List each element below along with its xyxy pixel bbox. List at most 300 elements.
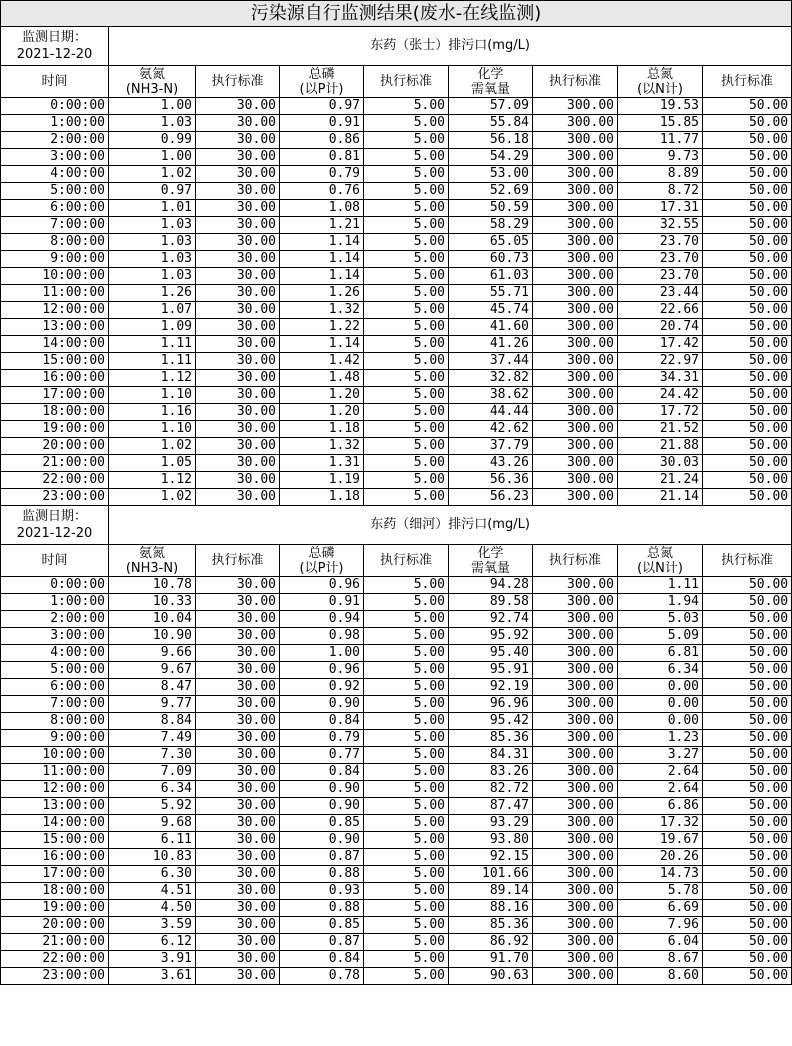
value-cell: 50.00 bbox=[703, 611, 792, 628]
value-cell: 1.02 bbox=[109, 438, 196, 455]
value-cell: 92.19 bbox=[449, 679, 533, 696]
column-header-line: 执行标准 bbox=[379, 74, 432, 89]
value-cell: 300.00 bbox=[533, 934, 618, 951]
value-cell: 5.00 bbox=[364, 319, 449, 336]
value-cell: 1.02 bbox=[109, 166, 196, 183]
value-cell: 89.14 bbox=[449, 883, 533, 900]
value-cell: 0.81 bbox=[280, 149, 364, 166]
value-cell: 50.00 bbox=[703, 696, 792, 713]
table-row bbox=[1, 934, 792, 951]
value-cell: 50.00 bbox=[703, 883, 792, 900]
table-row bbox=[1, 132, 792, 149]
value-cell: 300.00 bbox=[533, 98, 618, 115]
time-cell: 10:00:00 bbox=[1, 268, 109, 285]
value-cell: 50.00 bbox=[703, 438, 792, 455]
column-header bbox=[449, 66, 533, 98]
value-cell: 5.00 bbox=[364, 951, 449, 968]
value-cell: 300.00 bbox=[533, 951, 618, 968]
value-cell: 50.00 bbox=[703, 370, 792, 387]
value-cell: 1.18 bbox=[280, 421, 364, 438]
table-row bbox=[1, 951, 792, 968]
value-cell: 1.00 bbox=[109, 98, 196, 115]
value-cell: 300.00 bbox=[533, 968, 618, 985]
column-header-row bbox=[1, 66, 792, 98]
outlet-name: 东药（细河）排污口(mg/L) bbox=[109, 506, 792, 545]
value-cell: 50.00 bbox=[703, 798, 792, 815]
section-header-row bbox=[1, 27, 792, 66]
value-cell: 23.70 bbox=[618, 268, 703, 285]
table-row bbox=[1, 832, 792, 849]
time-cell: 12:00:00 bbox=[1, 781, 109, 798]
time-cell: 9:00:00 bbox=[1, 251, 109, 268]
value-cell: 1.03 bbox=[109, 217, 196, 234]
time-cell: 0:00:00 bbox=[1, 577, 109, 594]
table-row bbox=[1, 234, 792, 251]
value-cell: 50.00 bbox=[703, 149, 792, 166]
value-cell: 30.00 bbox=[196, 302, 280, 319]
value-cell: 50.59 bbox=[449, 200, 533, 217]
value-cell: 5.00 bbox=[364, 611, 449, 628]
value-cell: 21.88 bbox=[618, 438, 703, 455]
value-cell: 50.00 bbox=[703, 934, 792, 951]
time-cell: 11:00:00 bbox=[1, 764, 109, 781]
value-cell: 0.79 bbox=[280, 166, 364, 183]
value-cell: 30.00 bbox=[196, 455, 280, 472]
value-cell: 0.96 bbox=[280, 662, 364, 679]
value-cell: 1.11 bbox=[109, 353, 196, 370]
table-row bbox=[1, 472, 792, 489]
value-cell: 88.16 bbox=[449, 900, 533, 917]
value-cell: 0.93 bbox=[280, 883, 364, 900]
value-cell: 5.00 bbox=[364, 679, 449, 696]
value-cell: 5.00 bbox=[364, 251, 449, 268]
value-cell: 300.00 bbox=[533, 217, 618, 234]
value-cell: 5.00 bbox=[364, 438, 449, 455]
value-cell: 56.36 bbox=[449, 472, 533, 489]
value-cell: 30.00 bbox=[196, 900, 280, 917]
value-cell: 30.00 bbox=[196, 628, 280, 645]
column-header bbox=[703, 66, 792, 98]
value-cell: 5.00 bbox=[364, 166, 449, 183]
value-cell: 82.72 bbox=[449, 781, 533, 798]
value-cell: 30.00 bbox=[196, 166, 280, 183]
value-cell: 5.00 bbox=[364, 645, 449, 662]
column-header bbox=[1, 545, 109, 577]
value-cell: 4.51 bbox=[109, 883, 196, 900]
value-cell: 6.04 bbox=[618, 934, 703, 951]
time-cell: 8:00:00 bbox=[1, 713, 109, 730]
value-cell: 1.05 bbox=[109, 455, 196, 472]
value-cell: 50.00 bbox=[703, 645, 792, 662]
value-cell: 300.00 bbox=[533, 900, 618, 917]
value-cell: 17.32 bbox=[618, 815, 703, 832]
value-cell: 50.00 bbox=[703, 662, 792, 679]
column-header bbox=[618, 66, 703, 98]
value-cell: 1.11 bbox=[109, 336, 196, 353]
table-row bbox=[1, 645, 792, 662]
column-header-line: 时间 bbox=[41, 74, 68, 89]
value-cell: 85.36 bbox=[449, 730, 533, 747]
value-cell: 2.64 bbox=[618, 764, 703, 781]
time-cell: 7:00:00 bbox=[1, 696, 109, 713]
time-cell: 22:00:00 bbox=[1, 951, 109, 968]
value-cell: 30.00 bbox=[196, 285, 280, 302]
value-cell: 42.62 bbox=[449, 421, 533, 438]
time-cell: 17:00:00 bbox=[1, 866, 109, 883]
value-cell: 50.00 bbox=[703, 387, 792, 404]
value-cell: 50.00 bbox=[703, 577, 792, 594]
time-cell: 4:00:00 bbox=[1, 645, 109, 662]
value-cell: 9.73 bbox=[618, 149, 703, 166]
time-cell: 0:00:00 bbox=[1, 98, 109, 115]
column-header bbox=[618, 545, 703, 577]
value-cell: 0.76 bbox=[280, 183, 364, 200]
value-cell: 58.29 bbox=[449, 217, 533, 234]
column-header-line: 执行标准 bbox=[548, 74, 601, 89]
time-cell: 11:00:00 bbox=[1, 285, 109, 302]
table-row bbox=[1, 285, 792, 302]
value-cell: 0.97 bbox=[109, 183, 196, 200]
value-cell: 50.00 bbox=[703, 132, 792, 149]
table-row bbox=[1, 149, 792, 166]
time-cell: 2:00:00 bbox=[1, 132, 109, 149]
value-cell: 300.00 bbox=[533, 883, 618, 900]
time-cell: 7:00:00 bbox=[1, 217, 109, 234]
value-cell: 300.00 bbox=[533, 764, 618, 781]
table-row bbox=[1, 370, 792, 387]
value-cell: 50.00 bbox=[703, 866, 792, 883]
value-cell: 5.00 bbox=[364, 764, 449, 781]
column-header-line: (NH3-N) bbox=[125, 81, 179, 97]
value-cell: 5.78 bbox=[618, 883, 703, 900]
value-cell: 30.00 bbox=[196, 98, 280, 115]
time-cell: 15:00:00 bbox=[1, 832, 109, 849]
time-cell: 23:00:00 bbox=[1, 489, 109, 506]
value-cell: 50.00 bbox=[703, 628, 792, 645]
value-cell: 0.77 bbox=[280, 747, 364, 764]
value-cell: 0.90 bbox=[280, 832, 364, 849]
value-cell: 50.00 bbox=[703, 234, 792, 251]
column-header-line: 时间 bbox=[41, 553, 68, 568]
value-cell: 0.96 bbox=[280, 577, 364, 594]
value-cell: 300.00 bbox=[533, 132, 618, 149]
value-cell: 300.00 bbox=[533, 115, 618, 132]
table-row bbox=[1, 336, 792, 353]
value-cell: 1.32 bbox=[280, 438, 364, 455]
value-cell: 10.83 bbox=[109, 849, 196, 866]
time-cell: 12:00:00 bbox=[1, 302, 109, 319]
column-header-line: 化学 bbox=[477, 66, 504, 82]
value-cell: 300.00 bbox=[533, 421, 618, 438]
value-cell: 300.00 bbox=[533, 798, 618, 815]
value-cell: 30.00 bbox=[196, 611, 280, 628]
value-cell: 5.00 bbox=[364, 302, 449, 319]
time-cell: 6:00:00 bbox=[1, 679, 109, 696]
value-cell: 6.12 bbox=[109, 934, 196, 951]
value-cell: 0.90 bbox=[280, 798, 364, 815]
table-row bbox=[1, 594, 792, 611]
time-cell: 14:00:00 bbox=[1, 336, 109, 353]
value-cell: 1.11 bbox=[618, 577, 703, 594]
value-cell: 1.23 bbox=[618, 730, 703, 747]
monitoring-date-value: 2021-12-20 bbox=[16, 47, 93, 62]
value-cell: 44.44 bbox=[449, 404, 533, 421]
value-cell: 53.00 bbox=[449, 166, 533, 183]
time-cell: 19:00:00 bbox=[1, 421, 109, 438]
value-cell: 50.00 bbox=[703, 166, 792, 183]
value-cell: 5.00 bbox=[364, 472, 449, 489]
value-cell: 300.00 bbox=[533, 234, 618, 251]
monitoring-date-cell bbox=[1, 506, 109, 545]
value-cell: 0.88 bbox=[280, 866, 364, 883]
value-cell: 5.00 bbox=[364, 662, 449, 679]
time-cell: 3:00:00 bbox=[1, 628, 109, 645]
value-cell: 6.34 bbox=[109, 781, 196, 798]
table-row bbox=[1, 696, 792, 713]
value-cell: 300.00 bbox=[533, 319, 618, 336]
value-cell: 1.94 bbox=[618, 594, 703, 611]
value-cell: 30.00 bbox=[196, 866, 280, 883]
value-cell: 30.00 bbox=[196, 404, 280, 421]
value-cell: 85.36 bbox=[449, 917, 533, 934]
value-cell: 83.26 bbox=[449, 764, 533, 781]
column-header bbox=[196, 66, 280, 98]
value-cell: 30.00 bbox=[196, 832, 280, 849]
value-cell: 300.00 bbox=[533, 353, 618, 370]
value-cell: 300.00 bbox=[533, 594, 618, 611]
value-cell: 1.42 bbox=[280, 353, 364, 370]
value-cell: 9.66 bbox=[109, 645, 196, 662]
value-cell: 30.00 bbox=[196, 149, 280, 166]
time-cell: 20:00:00 bbox=[1, 438, 109, 455]
value-cell: 14.73 bbox=[618, 866, 703, 883]
time-cell: 1:00:00 bbox=[1, 115, 109, 132]
column-header bbox=[280, 545, 364, 577]
value-cell: 8.60 bbox=[618, 968, 703, 985]
value-cell: 50.00 bbox=[703, 815, 792, 832]
value-cell: 0.97 bbox=[280, 98, 364, 115]
value-cell: 30.00 bbox=[196, 798, 280, 815]
table-body bbox=[1, 1, 792, 985]
value-cell: 1.10 bbox=[109, 387, 196, 404]
value-cell: 0.79 bbox=[280, 730, 364, 747]
value-cell: 1.21 bbox=[280, 217, 364, 234]
column-header-line: 执行标准 bbox=[211, 74, 264, 89]
value-cell: 55.84 bbox=[449, 115, 533, 132]
value-cell: 30.00 bbox=[196, 662, 280, 679]
value-cell: 1.14 bbox=[280, 268, 364, 285]
column-header-line: 氨氮 bbox=[138, 66, 165, 82]
value-cell: 50.00 bbox=[703, 917, 792, 934]
column-header-line: 需氧量 bbox=[470, 560, 510, 576]
value-cell: 30.00 bbox=[196, 594, 280, 611]
value-cell: 300.00 bbox=[533, 866, 618, 883]
value-cell: 300.00 bbox=[533, 149, 618, 166]
value-cell: 50.00 bbox=[703, 319, 792, 336]
table-row bbox=[1, 730, 792, 747]
column-header-line: 总氮 bbox=[646, 66, 673, 82]
value-cell: 5.00 bbox=[364, 628, 449, 645]
value-cell: 37.79 bbox=[449, 438, 533, 455]
value-cell: 5.00 bbox=[364, 285, 449, 302]
value-cell: 300.00 bbox=[533, 747, 618, 764]
value-cell: 5.00 bbox=[364, 713, 449, 730]
value-cell: 95.42 bbox=[449, 713, 533, 730]
time-cell: 18:00:00 bbox=[1, 883, 109, 900]
value-cell: 6.34 bbox=[618, 662, 703, 679]
column-header bbox=[109, 545, 196, 577]
value-cell: 300.00 bbox=[533, 489, 618, 506]
column-header bbox=[449, 545, 533, 577]
value-cell: 50.00 bbox=[703, 183, 792, 200]
monitoring-date-value: 2021-12-20 bbox=[16, 526, 93, 541]
value-cell: 95.92 bbox=[449, 628, 533, 645]
value-cell: 10.78 bbox=[109, 577, 196, 594]
value-cell: 6.69 bbox=[618, 900, 703, 917]
value-cell: 0.00 bbox=[618, 679, 703, 696]
value-cell: 5.00 bbox=[364, 421, 449, 438]
value-cell: 10.33 bbox=[109, 594, 196, 611]
table-row bbox=[1, 421, 792, 438]
value-cell: 1.00 bbox=[280, 645, 364, 662]
section-header-row bbox=[1, 506, 792, 545]
table-row bbox=[1, 183, 792, 200]
table-row bbox=[1, 98, 792, 115]
value-cell: 30.00 bbox=[196, 183, 280, 200]
value-cell: 61.03 bbox=[449, 268, 533, 285]
value-cell: 1.08 bbox=[280, 200, 364, 217]
value-cell: 5.00 bbox=[364, 370, 449, 387]
time-cell: 16:00:00 bbox=[1, 370, 109, 387]
column-header bbox=[196, 545, 280, 577]
value-cell: 56.23 bbox=[449, 489, 533, 506]
value-cell: 30.00 bbox=[196, 577, 280, 594]
time-cell: 21:00:00 bbox=[1, 934, 109, 951]
value-cell: 30.00 bbox=[196, 747, 280, 764]
column-header bbox=[280, 66, 364, 98]
value-cell: 300.00 bbox=[533, 628, 618, 645]
table-row bbox=[1, 302, 792, 319]
value-cell: 300.00 bbox=[533, 166, 618, 183]
value-cell: 50.00 bbox=[703, 781, 792, 798]
table-row bbox=[1, 628, 792, 645]
value-cell: 7.30 bbox=[109, 747, 196, 764]
table-row bbox=[1, 849, 792, 866]
value-cell: 8.47 bbox=[109, 679, 196, 696]
table-row bbox=[1, 764, 792, 781]
time-cell: 22:00:00 bbox=[1, 472, 109, 489]
value-cell: 5.00 bbox=[364, 747, 449, 764]
value-cell: 1.16 bbox=[109, 404, 196, 421]
value-cell: 300.00 bbox=[533, 730, 618, 747]
value-cell: 30.00 bbox=[196, 968, 280, 985]
column-header-line: 执行标准 bbox=[721, 74, 774, 89]
value-cell: 91.70 bbox=[449, 951, 533, 968]
value-cell: 34.31 bbox=[618, 370, 703, 387]
column-header bbox=[1, 66, 109, 98]
time-cell: 4:00:00 bbox=[1, 166, 109, 183]
value-cell: 5.00 bbox=[364, 696, 449, 713]
value-cell: 1.20 bbox=[280, 404, 364, 421]
value-cell: 30.00 bbox=[196, 268, 280, 285]
value-cell: 1.48 bbox=[280, 370, 364, 387]
value-cell: 5.00 bbox=[364, 353, 449, 370]
value-cell: 4.50 bbox=[109, 900, 196, 917]
value-cell: 32.82 bbox=[449, 370, 533, 387]
table-row bbox=[1, 883, 792, 900]
value-cell: 32.55 bbox=[618, 217, 703, 234]
value-cell: 1.14 bbox=[280, 336, 364, 353]
table-row bbox=[1, 968, 792, 985]
value-cell: 300.00 bbox=[533, 336, 618, 353]
table-row bbox=[1, 455, 792, 472]
report-title: 污染源自行监测结果(废水-在线监测) bbox=[1, 1, 792, 27]
value-cell: 5.00 bbox=[364, 730, 449, 747]
value-cell: 30.00 bbox=[196, 200, 280, 217]
value-cell: 2.64 bbox=[618, 781, 703, 798]
value-cell: 30.00 bbox=[196, 713, 280, 730]
value-cell: 5.00 bbox=[364, 387, 449, 404]
value-cell: 1.03 bbox=[109, 234, 196, 251]
value-cell: 23.70 bbox=[618, 251, 703, 268]
monitoring-date-label: 监测日期： bbox=[21, 30, 87, 45]
value-cell: 5.00 bbox=[364, 917, 449, 934]
time-cell: 15:00:00 bbox=[1, 353, 109, 370]
table-row bbox=[1, 815, 792, 832]
value-cell: 300.00 bbox=[533, 370, 618, 387]
value-cell: 15.85 bbox=[618, 115, 703, 132]
table-row bbox=[1, 353, 792, 370]
column-header-line: 执行标准 bbox=[721, 553, 774, 568]
value-cell: 10.90 bbox=[109, 628, 196, 645]
value-cell: 30.00 bbox=[196, 815, 280, 832]
time-cell: 10:00:00 bbox=[1, 747, 109, 764]
time-cell: 16:00:00 bbox=[1, 849, 109, 866]
value-cell: 300.00 bbox=[533, 183, 618, 200]
value-cell: 30.00 bbox=[196, 730, 280, 747]
value-cell: 5.00 bbox=[364, 594, 449, 611]
value-cell: 1.14 bbox=[280, 234, 364, 251]
table-row bbox=[1, 200, 792, 217]
value-cell: 50.00 bbox=[703, 353, 792, 370]
value-cell: 5.00 bbox=[364, 781, 449, 798]
value-cell: 0.94 bbox=[280, 611, 364, 628]
monitoring-date-cell bbox=[1, 27, 109, 66]
value-cell: 5.00 bbox=[364, 900, 449, 917]
time-cell: 14:00:00 bbox=[1, 815, 109, 832]
value-cell: 300.00 bbox=[533, 917, 618, 934]
column-header-line: (NH3-N) bbox=[125, 560, 179, 576]
value-cell: 6.11 bbox=[109, 832, 196, 849]
value-cell: 1.10 bbox=[109, 421, 196, 438]
value-cell: 8.67 bbox=[618, 951, 703, 968]
value-cell: 0.92 bbox=[280, 679, 364, 696]
value-cell: 60.73 bbox=[449, 251, 533, 268]
value-cell: 1.20 bbox=[280, 387, 364, 404]
value-cell: 30.00 bbox=[196, 883, 280, 900]
value-cell: 5.00 bbox=[364, 934, 449, 951]
value-cell: 0.98 bbox=[280, 628, 364, 645]
time-cell: 1:00:00 bbox=[1, 594, 109, 611]
value-cell: 50.00 bbox=[703, 900, 792, 917]
value-cell: 300.00 bbox=[533, 713, 618, 730]
value-cell: 0.90 bbox=[280, 781, 364, 798]
table-row bbox=[1, 866, 792, 883]
value-cell: 1.03 bbox=[109, 115, 196, 132]
value-cell: 95.40 bbox=[449, 645, 533, 662]
value-cell: 50.00 bbox=[703, 730, 792, 747]
column-header-line: 执行标准 bbox=[379, 553, 432, 568]
